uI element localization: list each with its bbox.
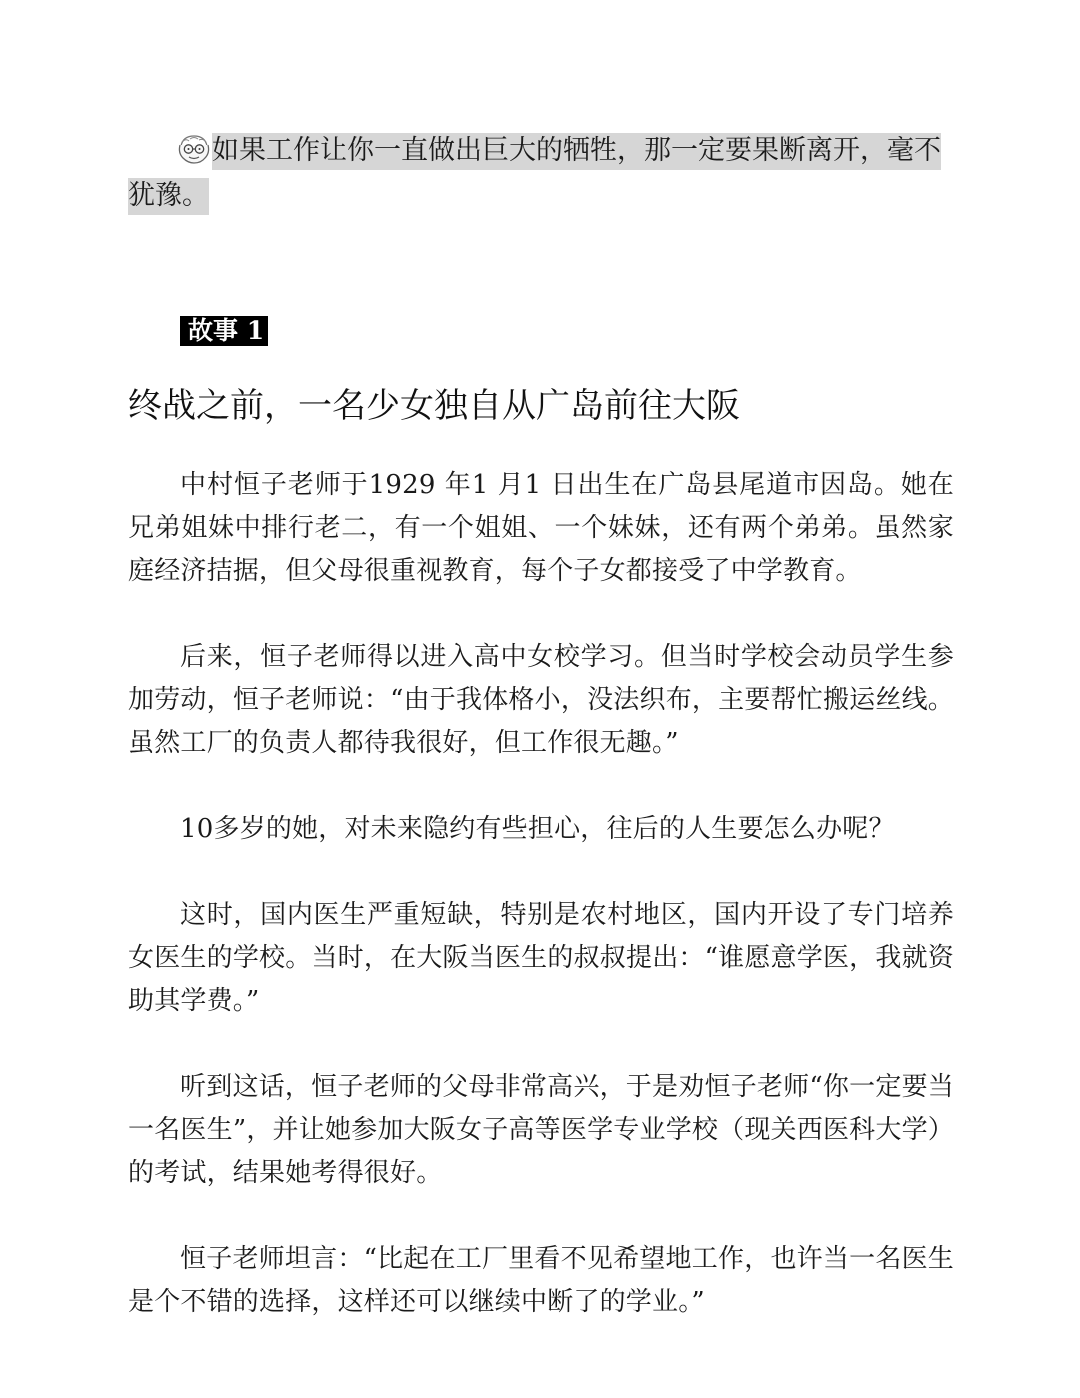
paragraph: 后来，恒子老师得以进入高中女校学习。但当时学校会动员学生参加劳动，恒子老师说：“由于我体格小，没法织布，主要帮忙搬运丝线。虽然工厂的负责人都待我很好，但工作很无趣。” xyxy=(128,642,954,758)
story-tag: 故事 1 xyxy=(180,316,268,346)
highlighted-quote xyxy=(128,128,944,218)
paragraph: 10多岁的她，对未来隐约有些担心，往后的人生要怎么办呢？ xyxy=(180,814,895,844)
cartoon-face-with-glasses-icon xyxy=(176,133,212,165)
story-body xyxy=(128,464,954,1367)
paragraph: 听到这话，恒子老师的父母非常高兴，于是劝恒子老师“你一定要当一名医生”，并让她参加大阪女子高等医学专业学校（现关西医科大学）的考试，结果她考得很好。 xyxy=(128,1072,954,1188)
paragraph: 这时，国内医生严重短缺，特别是农村地区，国内开设了专门培养女医生的学校。当时，在大阪当医生的叔叔提出：“谁愿意学医，我就资助其学费。” xyxy=(128,900,954,1016)
paragraph: 中村恒子老师于1929 年1 月1 日出生在广岛县尾道市因岛。她在兄弟姐妹中排行老二，有一个姐姐、一个妹妹，还有两个弟弟。虽然家庭经济拮据，但父母很重视教育，每个子女都接受了中学教育。 xyxy=(128,470,954,586)
story-title: 终战之前，一名少女独自从广岛前往大阪 xyxy=(128,386,740,426)
quote-line-1: 如果工作让你一直做出巨大的牺牲，那一定要果断离开，毫不 xyxy=(212,133,941,170)
paragraph: 恒子老师坦言：“比起在工厂里看不见希望地工作，也许当一名医生是个不错的选择，这样还可以继续中断了的学业。” xyxy=(128,1244,954,1317)
quote-line-2: 犹豫。 xyxy=(128,178,209,215)
